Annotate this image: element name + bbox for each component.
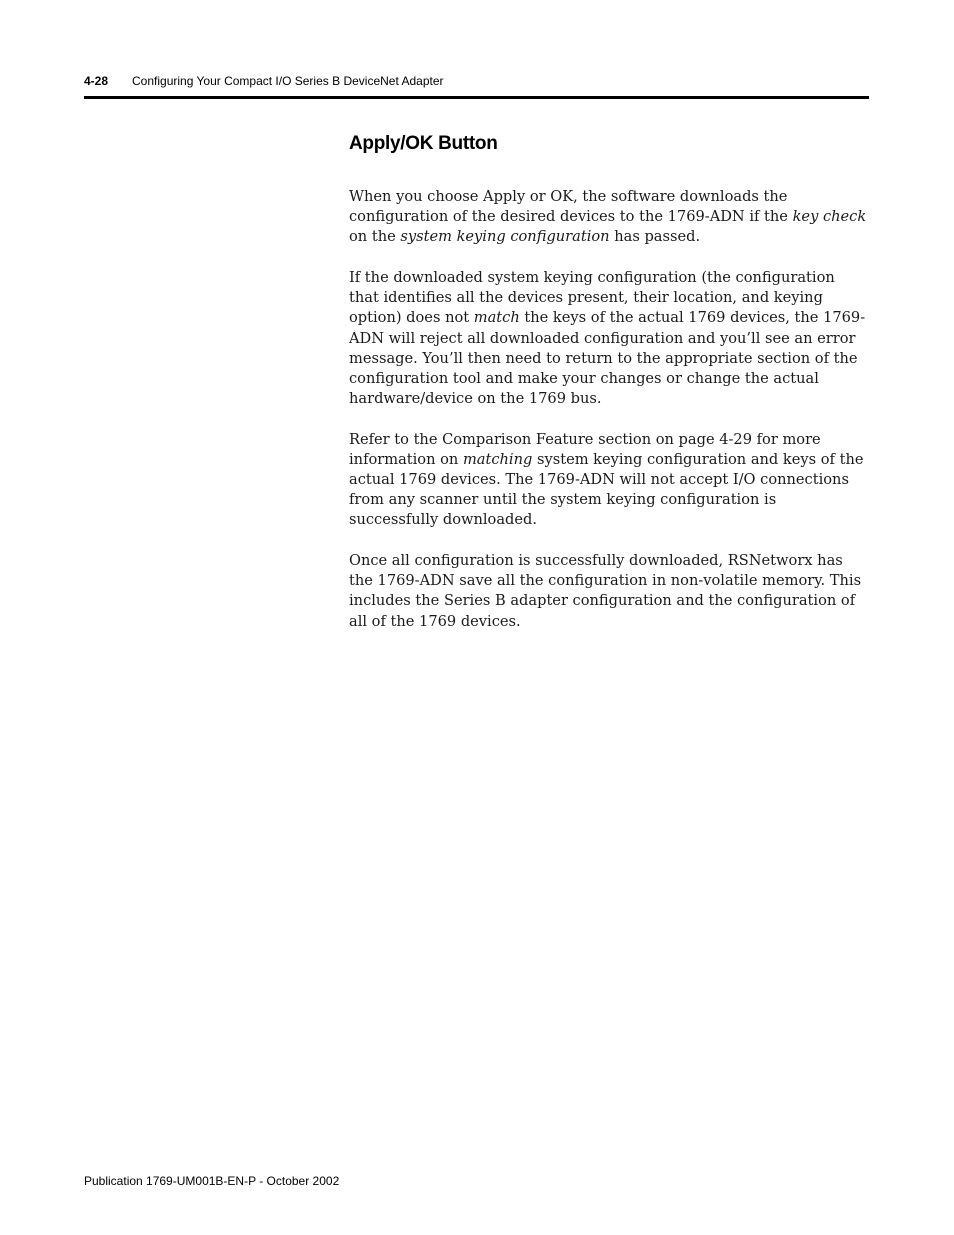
p1-text-2: on the	[349, 228, 401, 246]
p2-emphasis-match: match	[473, 309, 520, 327]
body-text	[349, 187, 869, 652]
p4-text-1: Once all configuration is successfully downloaded, RSNetworx has the 1769-ADN save all the configuration in non-volatile memory. This includes the Series B adapter configuration and the configuration of all of the 1769 devices.	[349, 551, 862, 630]
p3-text-2: system keying configuration and keys of the actual 1769 devices. The 1769-ADN will not accept I/O connections from any scanner until the system keying configuration is successfully downloaded.	[349, 450, 864, 529]
p3-emphasis-matching: matching	[462, 450, 533, 468]
p2-text-2: the keys of the actual 1769 devices, the 1769-ADN will reject all downloaded configuration and you’ll see an error message. You’ll then need to return to the appropriate section of the configuration tool and make your changes or change the actual hardware/device on the 1769 bus.	[349, 309, 866, 408]
paragraph-1	[349, 187, 869, 248]
page-footer: Publication 1769-UM001B-EN-P - October 2002	[84, 1174, 340, 1188]
p1-text-1: When you choose Apply or OK, the software downloads the configuration of the desired devices to the 1769-ADN if the	[349, 188, 793, 226]
chapter-title: Configuring Your Compact I/O Series B DeviceNet Adapter	[132, 74, 444, 88]
paragraph-4	[349, 551, 869, 632]
header-rule	[84, 96, 869, 99]
paragraph-3	[349, 430, 869, 531]
p3-text-1: Refer to the Comparison Feature section on page 4-29 for more information on	[349, 430, 821, 468]
p1-emphasis-system-keying: system keying configuration	[400, 228, 610, 246]
p2-text-1: If the downloaded system keying configuration (the configuration that identifies all the devices present, their location, and keying option) does not	[349, 268, 835, 327]
p1-text-3: has passed.	[609, 228, 701, 246]
page-number: 4-28	[84, 74, 109, 88]
paragraph-2	[349, 268, 869, 409]
section-heading: Apply/OK Button	[349, 133, 498, 154]
p1-emphasis-key-check: key check	[792, 208, 867, 226]
page-header	[84, 72, 869, 92]
